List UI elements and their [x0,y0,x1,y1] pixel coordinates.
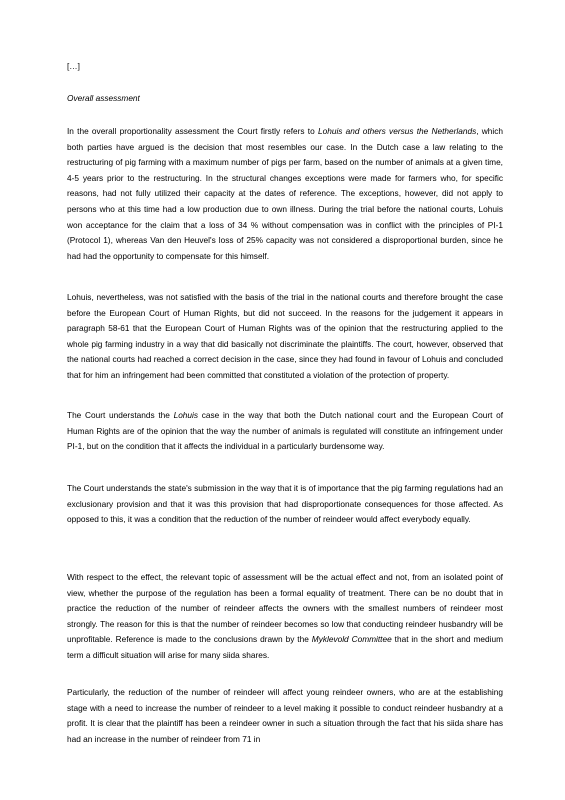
italic-reference: Lohuis [173,410,199,420]
paragraph-4 [67,481,503,528]
paragraph-text: that in the short and medium term a difficult situation will arise for many siida shares. [67,634,503,660]
paragraph-3 [67,408,503,455]
italic-reference: Lohuis and others versus the Netherlands [317,126,477,136]
paragraph-1 [67,124,503,264]
paragraph-text: , which both parties have argued is the decision that most resembles our case. In the Dutch case a law relating to the restructuring of pig farming with a maximum number of pigs per farm, based on the number of animals at a given time, 4-5 years prior to the restructuring. In the structural changes exceptions were made for farmers who, for specific reasons, had not fully utilized their capacity at the dates of reference. The exceptions, however, did not apply to persons who at this time had a low production due to own illness. During the trial before the national courts, Lohuis won acceptance for the claim that a loss of 34 % without compensation was in conflict with the principles of PI-1 (Protocol 1), whereas Van den Heuvel's loss of 25% capacity was not considered a disproportional burden, since he had had the opportunity to compensate for this himself. [67,126,504,261]
paragraph-text: Particularly, the reduction of the number of reindeer will affect young reindeer owners, who are at the establishing stage with a need to increase the number of reindeer to a level making it possible to conduct reindeer husbandry at a profit. It is clear that the plaintiff has been a reindeer owner in such a situation through the fact that his siida share has had an increase in the number of reindeer from 71 in [67,687,503,744]
paragraph-6 [67,685,503,747]
paragraph-text: The Court understands the [67,410,174,420]
paragraph-text: Lohuis, nevertheless, was not satisfied with the basis of the trial in the national courts and therefore brought the case before the European Court of Human Rights, but did not succeed. In the reasons for the judgement it appears in paragraph 58-61 that the European Court of Human Rights was of the opinion that the restructuring applied to the whole pig farming industry in a way that did basically not discriminate the plaintiffs. The court, however, observed that the national courts had reached a correct decision in the case, since they had found in favour of Lohuis and concluded that for him an infringement had been committed that constituted a violation of the protection of property. [67,292,503,380]
paragraph-text: The Court understands the state's submission in the way that it is of importance that the pig farming regulations had an exclusionary provision and that it was this provision that had disproportionate consequences for those affected. As opposed to this, it was a condition that the reduction of the number of reindeer would affect everybody equally. [67,483,503,525]
paragraph-text: With respect to the effect, the relevant topic of assessment will be the actual effect and not, from an isolated point of view, whether the purpose of the regulation has been a formal equality of treatment. There can be no doubt that in practice the reduction of the number of reindeer affects the owners with the smallest numbers of reindeer most strongly. The reason for this is that the number of reindeer becomes so low that conducting reindeer husbandry will be unprofitable. Reference is made to the conclusions drawn by the [67,572,503,645]
italic-reference: Myklevold Committee [311,634,392,645]
omission-marker: […] [67,61,80,71]
paragraph-text: case in the way that both the Dutch national court and the European Court of Human Rights are of the opinion that the way the number of animals is regulated will constitute an infringement under PI-1, but on the condition that it affects the individual in a particularly burdensome way. [67,410,503,452]
paragraph-text: In the overall proportionality assessment the Court firstly refers to [67,126,318,136]
paragraph-2 [67,290,503,384]
paragraph-5 [67,570,503,664]
section-heading: Overall assessment [67,93,140,103]
